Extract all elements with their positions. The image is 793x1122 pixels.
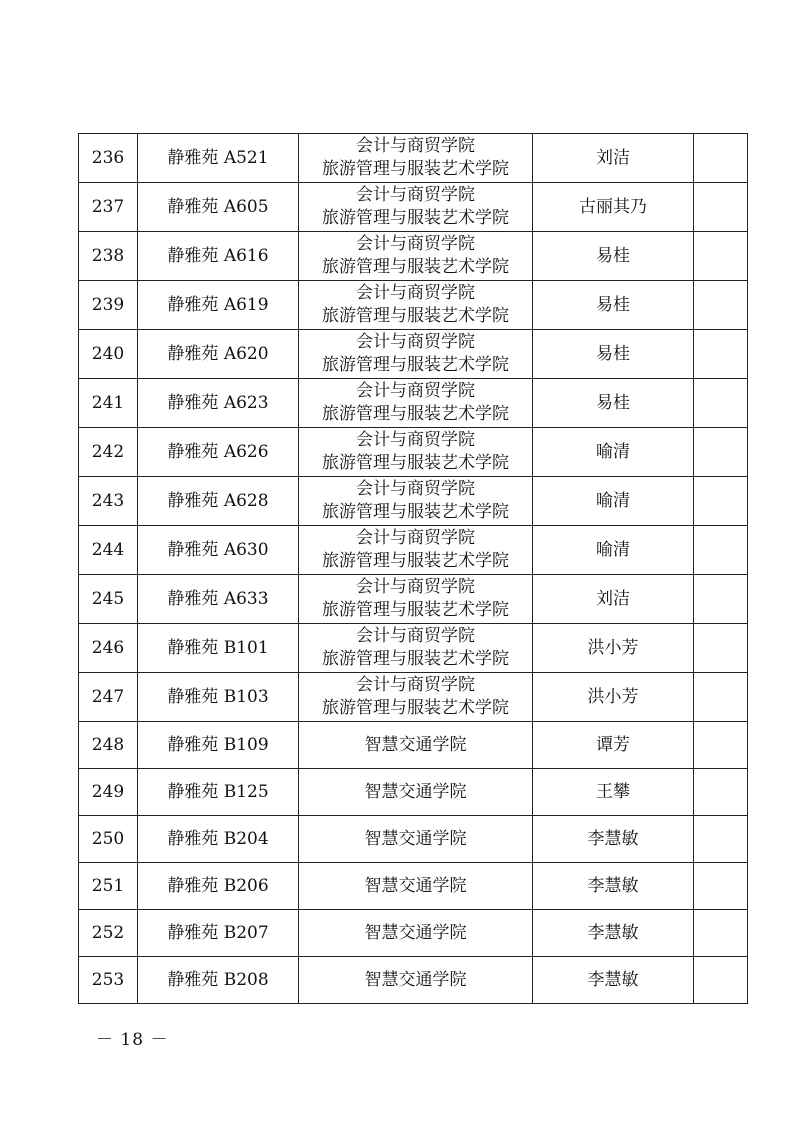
college-name: 旅游管理与服装艺术学院 [322, 453, 509, 473]
college-cell [299, 769, 533, 816]
college-name: 会计与商贸学院 [356, 479, 475, 499]
college-name: 会计与商贸学院 [356, 234, 475, 254]
table-row [79, 816, 748, 863]
room-cell: 静雅苑 B204 [138, 816, 299, 863]
college-name: 会计与商贸学院 [356, 185, 475, 205]
person-cell: 刘洁 [533, 134, 694, 183]
table-row [79, 330, 748, 379]
extra-cell [694, 624, 748, 673]
table-row [79, 957, 748, 1004]
person-cell: 李慧敏 [533, 863, 694, 910]
college-name: 旅游管理与服装艺术学院 [322, 551, 509, 571]
table-row [79, 281, 748, 330]
college-name: 会计与商贸学院 [356, 283, 475, 303]
extra-cell [694, 330, 748, 379]
table-row [79, 379, 748, 428]
table-row [79, 134, 748, 183]
college-cell [299, 575, 533, 624]
row-index-cell: 248 [79, 722, 138, 769]
college-name: 会计与商贸学院 [356, 577, 475, 597]
extra-cell [694, 575, 748, 624]
extra-cell [694, 816, 748, 863]
row-index-cell: 238 [79, 232, 138, 281]
college-name: 会计与商贸学院 [356, 332, 475, 352]
college-cell [299, 183, 533, 232]
person-cell: 李慧敏 [533, 816, 694, 863]
person-cell: 喻清 [533, 477, 694, 526]
extra-cell [694, 134, 748, 183]
table-row [79, 575, 748, 624]
college-cell [299, 281, 533, 330]
person-cell: 喻清 [533, 526, 694, 575]
table-row [79, 910, 748, 957]
room-cell: 静雅苑 A623 [138, 379, 299, 428]
row-index-cell: 247 [79, 673, 138, 722]
row-index-cell: 239 [79, 281, 138, 330]
page-number: － 18 － [96, 1030, 169, 1050]
row-index-cell: 249 [79, 769, 138, 816]
college-cell [299, 722, 533, 769]
extra-cell [694, 910, 748, 957]
person-cell: 易桂 [533, 232, 694, 281]
extra-cell [694, 379, 748, 428]
extra-cell [694, 957, 748, 1004]
row-index-cell: 252 [79, 910, 138, 957]
person-cell: 洪小芳 [533, 673, 694, 722]
table-row [79, 428, 748, 477]
college-name: 会计与商贸学院 [356, 675, 475, 695]
row-index-cell: 244 [79, 526, 138, 575]
row-index-cell: 246 [79, 624, 138, 673]
college-cell [299, 816, 533, 863]
table-row [79, 769, 748, 816]
college-cell [299, 477, 533, 526]
college-name: 智慧交通学院 [364, 875, 467, 896]
college-name: 会计与商贸学院 [356, 381, 475, 401]
college-cell [299, 232, 533, 281]
row-index-cell: 240 [79, 330, 138, 379]
table-row [79, 477, 748, 526]
extra-cell [694, 428, 748, 477]
college-name: 旅游管理与服装艺术学院 [322, 355, 509, 375]
person-cell: 易桂 [533, 281, 694, 330]
row-index-cell: 253 [79, 957, 138, 1004]
person-cell: 易桂 [533, 379, 694, 428]
person-cell: 喻清 [533, 428, 694, 477]
college-name: 会计与商贸学院 [356, 430, 475, 450]
college-cell [299, 526, 533, 575]
row-index-cell: 237 [79, 183, 138, 232]
room-cell: 静雅苑 A605 [138, 183, 299, 232]
college-cell [299, 330, 533, 379]
college-name: 旅游管理与服装艺术学院 [322, 600, 509, 620]
room-cell: 静雅苑 A628 [138, 477, 299, 526]
table-row [79, 863, 748, 910]
college-name: 会计与商贸学院 [356, 626, 475, 646]
person-cell: 王攀 [533, 769, 694, 816]
room-cell: 静雅苑 A616 [138, 232, 299, 281]
college-name: 旅游管理与服装艺术学院 [322, 257, 509, 277]
row-index-cell: 245 [79, 575, 138, 624]
college-name: 旅游管理与服装艺术学院 [322, 208, 509, 228]
college-name: 旅游管理与服装艺术学院 [322, 502, 509, 522]
college-name: 旅游管理与服装艺术学院 [322, 159, 509, 179]
extra-cell [694, 673, 748, 722]
college-name: 旅游管理与服装艺术学院 [322, 306, 509, 326]
college-cell [299, 624, 533, 673]
person-cell: 谭芳 [533, 722, 694, 769]
table-row [79, 526, 748, 575]
college-name: 会计与商贸学院 [356, 528, 475, 548]
row-index-cell: 241 [79, 379, 138, 428]
person-cell: 李慧敏 [533, 910, 694, 957]
room-cell: 静雅苑 A626 [138, 428, 299, 477]
room-cell: 静雅苑 A521 [138, 134, 299, 183]
table-body [79, 134, 748, 1004]
extra-cell [694, 281, 748, 330]
extra-cell [694, 863, 748, 910]
college-name: 智慧交通学院 [364, 828, 467, 849]
room-cell: 静雅苑 B109 [138, 722, 299, 769]
room-cell: 静雅苑 B125 [138, 769, 299, 816]
college-name: 会计与商贸学院 [356, 136, 475, 156]
person-cell: 易桂 [533, 330, 694, 379]
extra-cell [694, 183, 748, 232]
room-cell: 静雅苑 B208 [138, 957, 299, 1004]
college-cell [299, 428, 533, 477]
room-cell: 静雅苑 B103 [138, 673, 299, 722]
row-index-cell: 243 [79, 477, 138, 526]
extra-cell [694, 722, 748, 769]
college-name: 智慧交通学院 [364, 781, 467, 802]
college-cell [299, 957, 533, 1004]
college-cell [299, 910, 533, 957]
room-cell: 静雅苑 A630 [138, 526, 299, 575]
room-cell: 静雅苑 B101 [138, 624, 299, 673]
college-name: 智慧交通学院 [364, 922, 467, 943]
table-row [79, 722, 748, 769]
table-row [79, 673, 748, 722]
person-cell: 李慧敏 [533, 957, 694, 1004]
college-cell [299, 379, 533, 428]
dormitory-assignment-table [78, 133, 748, 1004]
room-cell: 静雅苑 A633 [138, 575, 299, 624]
college-cell [299, 673, 533, 722]
extra-cell [694, 526, 748, 575]
person-cell: 古丽其乃 [533, 183, 694, 232]
table-row [79, 183, 748, 232]
college-name: 智慧交通学院 [364, 734, 467, 755]
room-cell: 静雅苑 A619 [138, 281, 299, 330]
extra-cell [694, 232, 748, 281]
row-index-cell: 250 [79, 816, 138, 863]
person-cell: 洪小芳 [533, 624, 694, 673]
room-cell: 静雅苑 A620 [138, 330, 299, 379]
row-index-cell: 236 [79, 134, 138, 183]
extra-cell [694, 477, 748, 526]
college-name: 旅游管理与服装艺术学院 [322, 649, 509, 669]
table-row [79, 232, 748, 281]
college-name: 智慧交通学院 [364, 969, 467, 990]
extra-cell [694, 769, 748, 816]
row-index-cell: 242 [79, 428, 138, 477]
person-cell: 刘洁 [533, 575, 694, 624]
college-cell [299, 863, 533, 910]
room-cell: 静雅苑 B206 [138, 863, 299, 910]
room-cell: 静雅苑 B207 [138, 910, 299, 957]
table-row [79, 624, 748, 673]
college-name: 旅游管理与服装艺术学院 [322, 404, 509, 424]
college-cell [299, 134, 533, 183]
row-index-cell: 251 [79, 863, 138, 910]
college-name: 旅游管理与服装艺术学院 [322, 698, 509, 718]
